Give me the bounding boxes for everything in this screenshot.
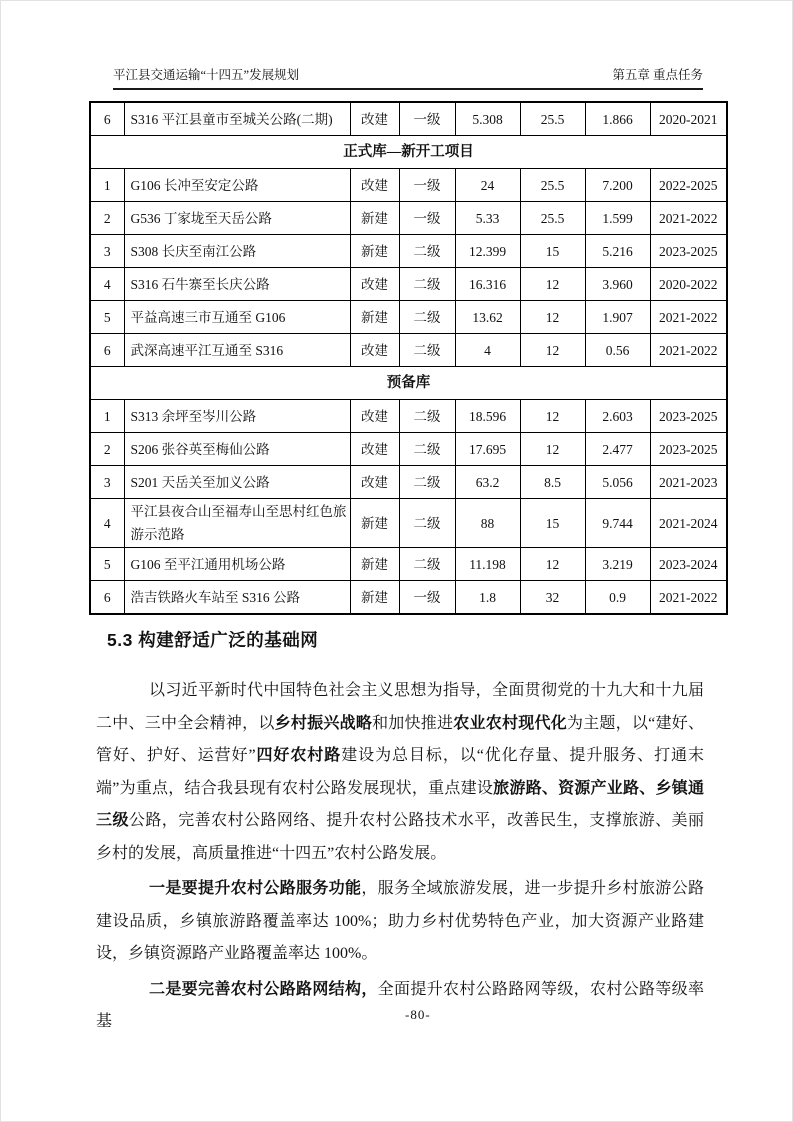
cell-project-name: 平江县夜合山至福寿山至思村红色旅游示范路	[124, 499, 350, 548]
cell-value-2: 12	[520, 548, 585, 581]
cell-years: 2021-2022	[650, 202, 727, 235]
cell-years: 2020-2022	[650, 268, 727, 301]
cell-value-1: 88	[455, 499, 520, 548]
cell-value-2: 12	[520, 433, 585, 466]
cell-road-grade: 二级	[399, 400, 455, 433]
cell-value-3: 3.960	[585, 268, 650, 301]
cell-years: 2021-2022	[650, 301, 727, 334]
cell-build-type: 新建	[350, 581, 399, 615]
cell-value-2: 12	[520, 301, 585, 334]
cell-build-type: 新建	[350, 235, 399, 268]
cell-build-type: 改建	[350, 334, 399, 367]
cell-seq: 4	[90, 268, 124, 301]
cell-value-2: 12	[520, 268, 585, 301]
cell-build-type: 新建	[350, 499, 399, 548]
cell-seq: 6	[90, 334, 124, 367]
cell-value-2: 25.5	[520, 202, 585, 235]
cell-project-name: S308 长庆至南江公路	[124, 235, 350, 268]
cell-years: 2023-2025	[650, 433, 727, 466]
cell-road-grade: 一级	[399, 581, 455, 615]
cell-project-name: S201 天岳关至加义公路	[124, 466, 350, 499]
cell-value-1: 17.695	[455, 433, 520, 466]
bold-text-run: 农业农村现代化	[453, 714, 567, 732]
cell-value-3: 1.866	[585, 102, 650, 136]
footer-page-number: -80-	[405, 1007, 431, 1022]
cell-value-3: 0.56	[585, 334, 650, 367]
cell-seq: 3	[90, 235, 124, 268]
body-paragraph	[96, 974, 704, 1039]
cell-seq: 1	[90, 400, 124, 433]
cell-years: 2020-2021	[650, 102, 727, 136]
cell-seq: 2	[90, 433, 124, 466]
cell-seq: 5	[90, 301, 124, 334]
text-run: 公路，完善农村公路网络、提升农村公路技术水平，改善民生，支撑旅游、美丽乡村的发展，高质量推进“十四五”农村公路发展。	[96, 812, 704, 862]
cell-value-2: 32	[520, 581, 585, 615]
cell-years: 2021-2024	[650, 499, 727, 548]
road-projects-table-wrap	[89, 101, 726, 615]
text-run: 建设为总目标，以“优化存量、提升服务、打通末端”为重点，结合我县现有农村公路发展现状，重点建设	[96, 747, 704, 797]
table-row	[90, 499, 727, 548]
cell-project-name: G106 至平江通用机场公路	[124, 548, 350, 581]
cell-road-grade: 二级	[399, 548, 455, 581]
cell-value-2: 25.5	[520, 102, 585, 136]
cell-road-grade: 二级	[399, 301, 455, 334]
page-header	[113, 67, 703, 90]
table-section-label: 正式库—新开工项目	[90, 136, 727, 169]
body-text	[96, 675, 704, 1039]
cell-build-type: 改建	[350, 400, 399, 433]
cell-value-3: 2.477	[585, 433, 650, 466]
cell-seq: 6	[90, 102, 124, 136]
cell-value-2: 12	[520, 334, 585, 367]
table-row	[90, 548, 727, 581]
cell-years: 2023-2025	[650, 400, 727, 433]
cell-build-type: 新建	[350, 301, 399, 334]
cell-build-type: 改建	[350, 466, 399, 499]
cell-project-name: S316 平江县童市至城关公路(二期)	[124, 102, 350, 136]
cell-value-2: 8.5	[520, 466, 585, 499]
cell-build-type: 新建	[350, 202, 399, 235]
table-section-row	[90, 367, 727, 400]
bold-text-run: 乡村振兴战略	[274, 714, 373, 732]
bold-text-run: 四好农村路	[255, 747, 342, 764]
cell-value-2: 15	[520, 235, 585, 268]
cell-value-1: 18.596	[455, 400, 520, 433]
cell-road-grade: 一级	[399, 202, 455, 235]
table-row	[90, 169, 727, 202]
table-body	[90, 102, 727, 614]
table-row	[90, 202, 727, 235]
bold-text-run: 一是要提升农村公路服务功能	[149, 880, 362, 897]
cell-seq: 2	[90, 202, 124, 235]
cell-value-3: 1.907	[585, 301, 650, 334]
text-run: 以习近平新时代中国特色社会主义思想为指导，全面贯彻党的十九大和十九届二中、三中全会精神，以	[96, 682, 704, 732]
cell-value-1: 13.62	[455, 301, 520, 334]
cell-value-2: 12	[520, 400, 585, 433]
cell-road-grade: 二级	[399, 466, 455, 499]
cell-project-name: S206 张谷英至梅仙公路	[124, 433, 350, 466]
cell-project-name: S316 石牛寨至长庆公路	[124, 268, 350, 301]
cell-value-3: 5.056	[585, 466, 650, 499]
cell-seq: 6	[90, 581, 124, 615]
cell-seq: 3	[90, 466, 124, 499]
cell-value-2: 25.5	[520, 169, 585, 202]
cell-project-name: 武深高速平江互通至 S316	[124, 334, 350, 367]
table-section-label: 预备库	[90, 367, 727, 400]
cell-project-name: G536 丁家垅至天岳公路	[124, 202, 350, 235]
table-row	[90, 466, 727, 499]
table-row	[90, 334, 727, 367]
cell-value-1: 1.8	[455, 581, 520, 615]
cell-value-1: 5.33	[455, 202, 520, 235]
header-right-chapter: 第五章 重点任务	[612, 68, 703, 82]
cell-build-type: 改建	[350, 268, 399, 301]
bold-text-run: 二是要完善农村公路路网结构，	[149, 980, 378, 998]
table-row	[90, 301, 727, 334]
cell-project-name: 平益高速三市互通至 G106	[124, 301, 350, 334]
bold-text-run: 旅游路、资源产业路、乡镇通三级	[96, 779, 704, 829]
text-run: 为主题，以“建好、管好、护好、运营好”	[96, 714, 704, 764]
text-run: 和加快推进	[372, 714, 454, 732]
cell-project-name: 浩吉铁路火车站至 S316 公路	[124, 581, 350, 615]
table-row	[90, 102, 727, 136]
cell-build-type: 改建	[350, 102, 399, 136]
cell-value-3: 7.200	[585, 169, 650, 202]
cell-value-1: 16.316	[455, 268, 520, 301]
cell-seq: 4	[90, 499, 124, 548]
cell-project-name: G106 长冲至安定公路	[124, 169, 350, 202]
cell-value-3: 3.219	[585, 548, 650, 581]
cell-build-type: 改建	[350, 433, 399, 466]
cell-value-1: 4	[455, 334, 520, 367]
cell-years: 2021-2022	[650, 581, 727, 615]
section-heading: 5.3 构建舒适广泛的基础网	[107, 630, 319, 650]
cell-value-3: 9.744	[585, 499, 650, 548]
table-row	[90, 581, 727, 615]
cell-build-type: 新建	[350, 548, 399, 581]
table-row	[90, 400, 727, 433]
text-run: ，服务全域旅游发展，进一步提升乡村旅游公路建设品质，乡镇旅游路覆盖率达 100%；助力乡村优势特色产业，加大资源产业路建设，乡镇资源路产业路覆盖率达 100%。	[96, 880, 704, 962]
cell-value-3: 5.216	[585, 235, 650, 268]
table-section-row	[90, 136, 727, 169]
cell-road-grade: 一级	[399, 102, 455, 136]
cell-years: 2023-2025	[650, 235, 727, 268]
cell-years: 2021-2023	[650, 466, 727, 499]
cell-years: 2023-2024	[650, 548, 727, 581]
table-row	[90, 433, 727, 466]
cell-value-2: 15	[520, 499, 585, 548]
cell-road-grade: 一级	[399, 169, 455, 202]
cell-road-grade: 二级	[399, 334, 455, 367]
cell-value-3: 1.599	[585, 202, 650, 235]
cell-value-3: 2.603	[585, 400, 650, 433]
cell-years: 2022-2025	[650, 169, 727, 202]
table-row	[90, 235, 727, 268]
cell-value-1: 11.198	[455, 548, 520, 581]
cell-project-name: S313 余坪至岑川公路	[124, 400, 350, 433]
cell-road-grade: 二级	[399, 235, 455, 268]
cell-value-1: 24	[455, 169, 520, 202]
text-run: 全面提升农村公路路网等级，农村公路等级率基	[96, 980, 704, 1030]
cell-road-grade: 二级	[399, 433, 455, 466]
cell-value-3: 0.9	[585, 581, 650, 615]
cell-build-type: 改建	[350, 169, 399, 202]
cell-value-1: 63.2	[455, 466, 520, 499]
table-row	[90, 268, 727, 301]
cell-road-grade: 二级	[399, 499, 455, 548]
cell-value-1: 12.399	[455, 235, 520, 268]
header-left-title: 平江县交通运输“十四五”发展规划	[113, 68, 300, 82]
cell-value-1: 5.308	[455, 102, 520, 136]
body-paragraph	[96, 675, 704, 870]
road-projects-table	[89, 101, 728, 615]
cell-seq: 1	[90, 169, 124, 202]
cell-seq: 5	[90, 548, 124, 581]
body-paragraph	[96, 873, 704, 971]
cell-road-grade: 二级	[399, 268, 455, 301]
cell-years: 2021-2022	[650, 334, 727, 367]
